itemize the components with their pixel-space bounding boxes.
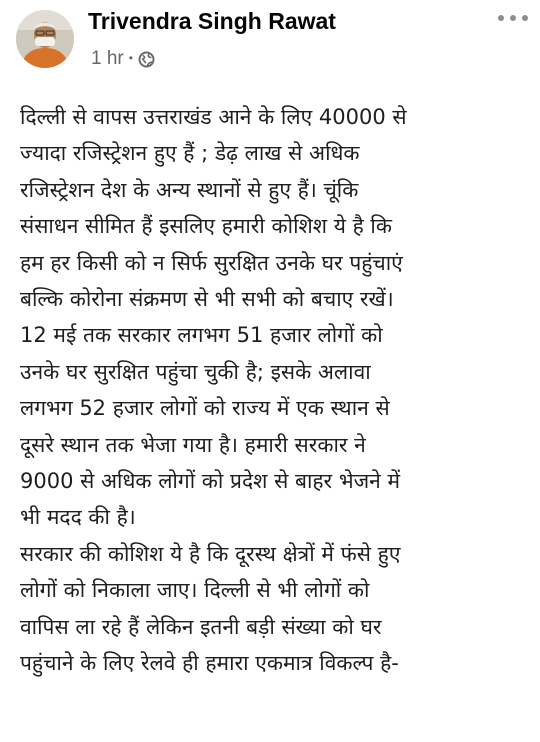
post-paragraph	[20, 99, 536, 536]
text-line: लगभग 52 हजार लोगों को राज्य में एक स्थान से	[20, 396, 390, 421]
post-text	[20, 99, 536, 682]
text-line: वापिस ला रहे हैं लेकिन इतनी बड़ी संख्या को घर	[20, 614, 382, 639]
more-dot	[522, 15, 528, 21]
text-line: भी मदद की है।	[20, 505, 136, 530]
globe-icon	[138, 51, 155, 68]
text-line: सरकार की कोशिश ये है कि दूरस्थ क्षेत्रों में फंसे हुए	[20, 541, 401, 566]
text-line: 9000 से अधिक लोगों को प्रदेश से बाहर भेजने में	[20, 469, 401, 494]
more-dot	[498, 15, 504, 21]
text-line: दिल्ली से वापस उत्तराखंड आने के लिए 40000 से	[20, 105, 407, 129]
post-timestamp[interactable]: 1 hr	[91, 48, 124, 69]
text-line: पहुंचाने के लिए रेलवे ही हमारा एकमात्र विकल्प है-	[20, 651, 399, 676]
text-line: बल्कि कोरोना संक्रमण से भी सभी को बचाए रखें।	[20, 287, 394, 312]
meta-separator: •	[128, 51, 133, 65]
more-dot	[510, 15, 516, 21]
post-header	[0, 0, 540, 80]
text-line: दूसरे स्थान तक भेजा गया है। हमारी सरकार ने	[20, 432, 366, 457]
text-line: लोगों को निकाला जाए। दिल्ली से भी लोगों को	[20, 578, 370, 603]
more-options-icon[interactable]	[498, 10, 528, 26]
profile-photo	[16, 10, 74, 68]
post-meta	[91, 48, 155, 70]
text-line: ज्यादा रजिस्ट्रेशन हुए हैं ; डेढ़ लाख से अधिक	[20, 141, 360, 166]
profile-avatar[interactable]	[16, 10, 74, 68]
text-line: उनके घर सुरक्षित पहुंचा चुकी है; इसके अलावा	[20, 359, 371, 384]
post-paragraph	[20, 536, 536, 682]
text-line: हम हर किसी को न सिर्फ सुरक्षित उनके घर पहुंचाएं	[20, 250, 403, 275]
text-line: 12 मई तक सरकार लगभग 51 हजार लोगों को	[20, 323, 383, 348]
text-line: रजिस्ट्रेशन देश के अन्य स्थानों से हुए हैं। चूंकि	[20, 177, 359, 202]
text-line: संसाधन सीमित हैं इसलिए हमारी कोशिश ये है कि	[20, 214, 392, 239]
author-name[interactable]: Trivendra Singh Rawat	[88, 8, 336, 34]
